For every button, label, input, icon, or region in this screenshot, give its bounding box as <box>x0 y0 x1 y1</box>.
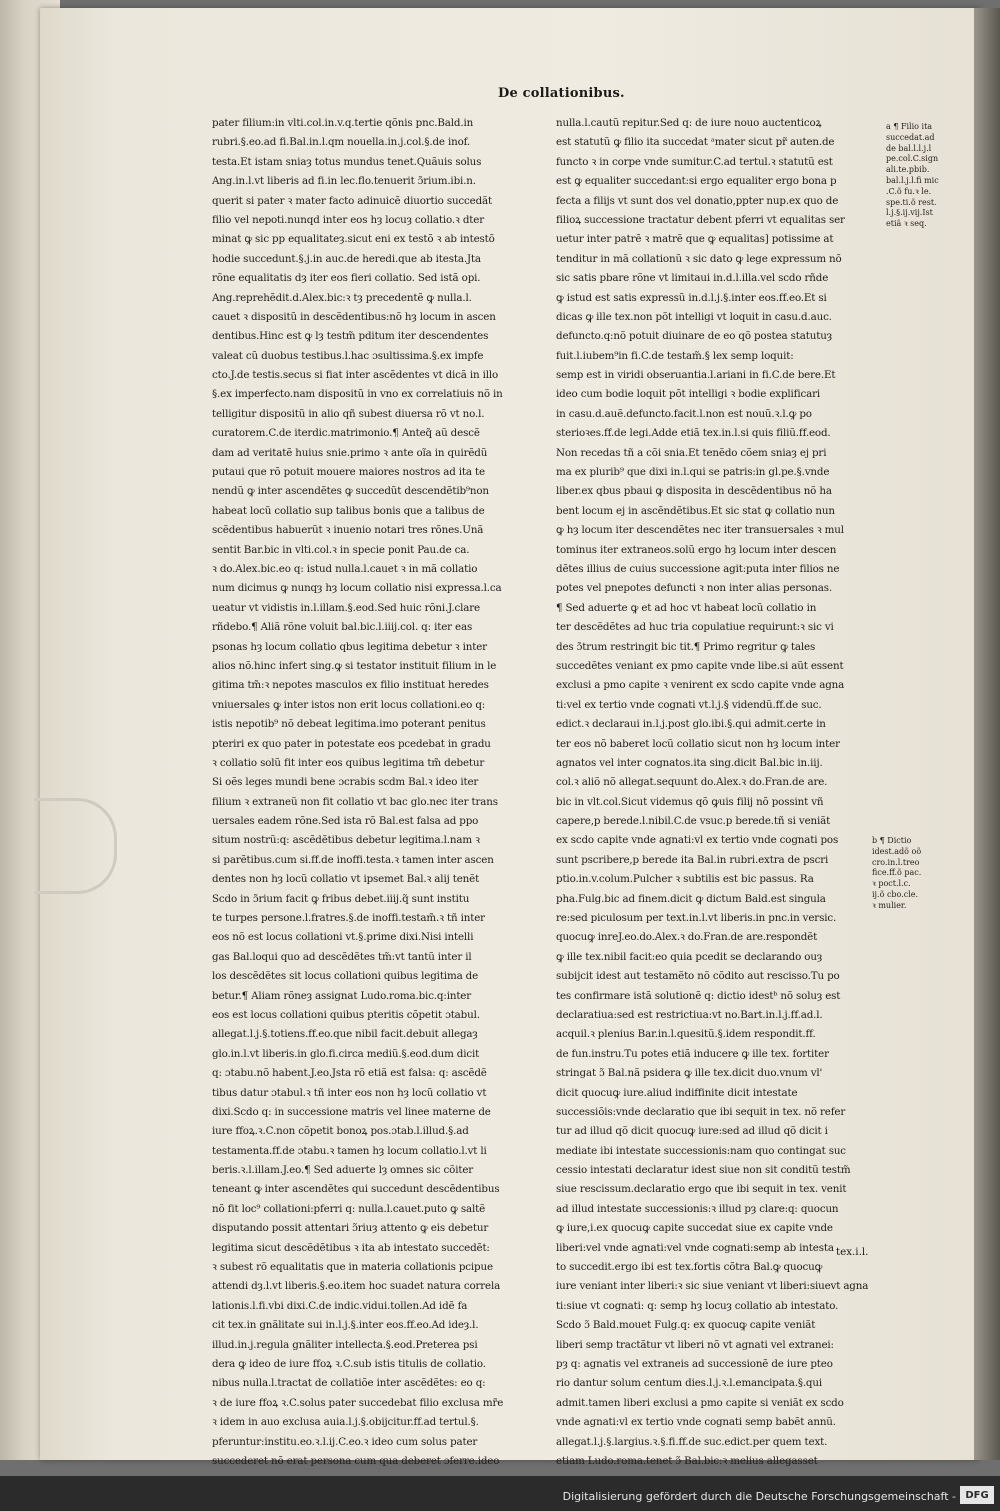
text-line: Ang.in.l.vt liberis ad fi.in lec.flo.tenuerit ɔ̃rium.ibi.n. <box>212 175 476 188</box>
text-line: curatorem.C.de iterdic.matrimonio.¶ Anteq̃ aũ descẽ <box>212 427 480 440</box>
text-line: nõ fit loc⁹ collationi:pferri q: nulla.l.cauet.puto ꝙ saltẽ <box>212 1202 486 1215</box>
text-line: q: ɔtabu.nõ habent.J.eo.Jsta rõ etiã est falsa: q: ascẽdẽ <box>212 1067 487 1080</box>
text-line: re:sed piculosum per text.in.l.vt liberis.in pnc.in versic. <box>556 912 837 925</box>
text-line: rubri.§.eo.ad fi.Bal.in.l.qm nouella.in.j.col.§.de inof. <box>212 136 471 149</box>
text-line: nibus nulla.l.tractat de collatiõe inter ascẽdẽtes: eo q: <box>212 1377 486 1390</box>
text-line: disputando possit attentari ɔ̃riuȝ attento ꝙ eis debetur <box>212 1222 489 1235</box>
text-line: vnde agnati:vl ex tertio vnde cognati semp babẽt annũ. <box>556 1416 836 1429</box>
text-line: ma ex plurib⁹ que dixi in.l.qui se patris:in gl.pe.§.vnde <box>556 466 830 479</box>
text-line: pha.Fulg.bic ad finem.dicit ꝙ dictum Bald.est singula <box>556 892 826 905</box>
text-line: dicas ꝙ ille tex.non põt intelligi vt loquit in casu.d.auc. <box>556 310 832 323</box>
text-line: §.ex imperfecto.nam dispositũ in vno ex correlatiuis nõ in <box>212 388 503 401</box>
text-line: edict.ꝛ declaraui in.l.j.post glo.ibi.§.qui admit.certe in <box>556 718 826 731</box>
left-text-column <box>212 114 548 1471</box>
text-line: rñdebo.¶ Aliã rõne voluit bal.bic.l.iiij.col. q: iter eas <box>212 621 473 634</box>
text-line: vniuersales ꝙ inter istos non erit locus collationi.eo q: <box>212 698 486 711</box>
text-line: hodie succedunt.§.j.in auc.de heredi.que ab itesta.Jta <box>212 252 481 265</box>
text-line: rõne equalitatis dȝ iter eos fieri collatio. Sed istã opi. <box>212 272 481 285</box>
text-line: putaui que rõ potuit mouere maiores nostros ad ita te <box>212 466 485 479</box>
text-line: gitima tm̃:ꝛ nepotes masculos ex filio instituat heredes <box>212 679 489 692</box>
text-line: des ɔ̃trum restringit bic tit.¶ Primo regritur ꝙ tales <box>556 640 816 653</box>
text-line: teneant ꝙ inter ascendẽtes qui succedunt descẽdentibus <box>212 1183 500 1196</box>
text-line: functo ꝛ in corpe vnde sumitur.C.ad tertul.ꝛ statutũ est <box>556 155 833 168</box>
margin-note-line: succedat.ad <box>886 132 935 142</box>
text-line: iure ffoꝝ.ꝛ.C.non cõpetit bonoꝝ pos.ɔtab.l.illud.§.ad <box>212 1125 469 1138</box>
text-line: admit.tamen liberi exclusi a pmo capite si veniãt ex scdo <box>556 1396 844 1409</box>
text-line: querit si pater ꝛ mater facto adinuicẽ diuortio succedãt <box>212 194 493 207</box>
text-line: gas Bal.loqui quo ad descẽdẽtes tm̃:vt tantũ inter il <box>212 950 472 963</box>
margin-note-line: ꝛ poct.l.c. <box>872 879 911 889</box>
text-line: ideo cum bodie loquit põt intelligi ꝛ bodie explificari <box>556 388 820 401</box>
text-line: ti:vel ex tertio vnde cognati vt.l.j.§ videndũ.ff.de suc. <box>556 698 822 711</box>
text-line: ꝙ ille tex.nibil facit:eo quia pcedit se declarando ouȝ <box>556 950 823 963</box>
text-line: telligitur dispositũ in alio qñ subest diuersa rõ vt no.l. <box>212 407 485 420</box>
text-line: dicit quocuꝙ iure.aliud indiffinite dicit intestate <box>556 1086 798 1099</box>
text-line: filium ꝛ extraneũ non fit collatio vt bac glo.nec iter trans <box>212 795 498 808</box>
text-line: liberi semp tractãtur vt liberi nõ vt agnati vel extranei: <box>556 1338 834 1351</box>
text-line: dentibus.Hinc est ꝙ lȝ testm̃ pditum iter descendentes <box>212 330 489 343</box>
text-line: cauet ꝛ dispositũ in descẽdentibus:nõ hȝ locum in ascen <box>212 310 496 323</box>
text-line: ꝛ idem in auo exclusa auia.l.j.§.obijcitur.ff.ad tertul.§. <box>212 1416 479 1429</box>
text-line: agnatos vel inter cognatos.ita sing.dicit Bal.bic in.iij. <box>556 756 823 769</box>
dfg-logo: DFG <box>960 1486 994 1504</box>
text-line: bent locum ej in ascẽndẽtibus.Et sic stat ꝙ collatio nun <box>556 504 835 517</box>
margin-note-line: l.j.§.ij.vij.Ist <box>886 208 933 218</box>
text-line: minat ꝙ sic pp equalitateȝ.sicut eni ex testõ ꝛ ab intestõ <box>212 233 495 246</box>
text-line: beris.ꝛ.l.illam.J.eo.¶ Sed aduerte lȝ omnes sic cõiter <box>212 1164 474 1177</box>
text-line: defuncto.q:nõ potuit diuinare de eo qõ postea statutuȝ <box>556 330 832 343</box>
text-line: successiõis:vnde declaratio que ibi sequit in tex. nõ refer <box>556 1105 846 1118</box>
text-line: ꝙ istud est satis expressũ in.d.l.j.§.inter eos.ff.eo.Et si <box>556 291 827 304</box>
text-line: ptio.in.v.colum.Pulcher ꝛ subtilis est bic passus. Ra <box>556 873 814 886</box>
text-line: glo.in.l.vt liberis.in glo.fi.circa mediũ.§.eod.dum dicit <box>212 1047 480 1060</box>
text-line: los descẽdẽtes sit locus collationi quibus legitima de <box>212 970 479 983</box>
text-line: pȝ q: agnatis vel extraneis ad successionẽ de iure pteo <box>556 1358 833 1370</box>
text-line: Non recedas tñ a cõi snia.Et tenẽdo cõem sniaȝ ej pri <box>556 446 827 459</box>
text-line: rio dantur solum centum dies.l.j.ꝛ.l.emancipata.§.qui <box>556 1377 823 1390</box>
margin-note-line: idest.adõ oõ <box>872 846 922 856</box>
text-line: num dicimus ꝙ nunqȝ hȝ locum collatio nisi expressa.l.ca <box>212 582 502 595</box>
text-line: col.ꝛ aliõ nõ allegat.sequunt do.Alex.ꝛ do.Fran.de are. <box>556 776 828 789</box>
text-line: cessio intestati declaratur idest siue non sit conditũ testm̃ <box>556 1164 851 1177</box>
text-line: siue rescissum.declaratio ergo que ibi sequit in tex. venit <box>556 1183 847 1196</box>
text-line: tenditur in mã collationũ ꝛ sic dato ꝙ lege expressum nõ <box>556 252 842 265</box>
text-line: capere,p berede.l.nibil.C.de vsuc.p berede.tñ si veniãt <box>556 815 831 828</box>
text-line: alios nõ.hinc infert sing.ꝙ si testator instituit filium in le <box>212 659 497 672</box>
text-line: ꝙ iure,i.ex quocuꝙ capite succedat siue ex capite vnde <box>556 1222 833 1235</box>
text-line: tur ad illud qõ dicit quocuꝙ iure:sed ad illud qõ dicit i <box>556 1125 828 1138</box>
text-line: testamenta.ff.de ɔtabu.ꝛ tamen hȝ locum collatio.l.vt li <box>212 1144 487 1157</box>
margin-note-line: ij.õ cbo.cle. <box>872 889 919 899</box>
text-line: legitima sicut descẽdẽtibus ꝛ ita ab intestato succedẽt: <box>212 1241 490 1254</box>
text-line: tominus iter extraneos.solũ ergo hȝ locum inter descen <box>556 543 837 556</box>
text-line: valeat cũ duobus testibus.l.hac ɔsultissima.§.ex impfe <box>212 349 484 362</box>
text-line: exclusi a pmo capite ꝛ venirent ex scdo capite vnde agna <box>556 679 845 692</box>
text-line: dam ad veritatẽ huius snie.primo ꝛ ante oĩa in quirẽdũ <box>212 446 488 459</box>
text-line: sic satis pbare rõne vt limitaui in.d.l.illa.vel scdo rñde <box>556 272 829 285</box>
margin-note-line: bal.l.j.l.fi mic <box>886 175 939 185</box>
text-line: semp est in viridi obseruantia.l.ariani in fi.C.de bere.Et <box>556 369 836 382</box>
margin-note-line: ꝛ mulier. <box>872 900 907 910</box>
margin-note-line: spe.ti.õ rest. <box>886 197 937 207</box>
text-line: est ꝙ equaliter succedant:si ergo equaliter ergo bona p <box>556 175 837 188</box>
text-line: liber.ex qbus pbaui ꝙ disposita in descẽdentibus nõ ha <box>556 485 832 498</box>
text-line: istis nepotib⁹ nõ debeat legitima.imo poterant penitus <box>212 718 486 731</box>
text-line: ueatur vt vidistis in.l.illam.§.eod.Sed huic rõni.J.clare <box>212 601 480 614</box>
margin-note-line: a ¶ Filio ita <box>886 122 933 131</box>
text-line: mediate ibi intestate successionis:nam quo contingat suc <box>556 1144 846 1157</box>
text-line: ti:siue vt cognati: q: semp hȝ locuȝ collatio ab intestato. <box>556 1299 839 1312</box>
text-line: uersales eadem rõne.Sed ista rõ Bal.est falsa ad ppo <box>212 815 479 828</box>
text-line: ter eos nõ baberet locũ collatio sicut non hȝ locum inter <box>556 737 840 750</box>
text-line: potes vel pnepotes defuncti ꝛ non inter alias personas. <box>556 582 833 595</box>
text-line: to succedit.ergo ibi est tex.fortis cõtra Bal.ꝙ quocuꝙ <box>556 1261 823 1274</box>
text-line: nulla.l.cautũ repitur.Sed q: de iure nouo auctenticoꝝ <box>556 117 822 129</box>
text-line: subijcit idest aut testamẽto nõ cõdito aut rescisso.Tu po <box>556 970 840 983</box>
text-line: ꝛ collatio solũ fit inter eos quibus legitima tm̃ debetur <box>212 756 485 769</box>
text-line: ¶ Sed aduerte ꝙ et ad hoc vt habeat locũ collatio in <box>556 601 817 614</box>
text-line: succedẽtes veniant ex pmo capite vnde libe.si aũt essent <box>556 659 844 672</box>
text-line: Scdo ɔ̃ Bald.mouet Fulg.q: ex quocuꝙ capite veniãt <box>556 1319 816 1332</box>
binding-edge <box>974 8 1000 1460</box>
margin-note-line: ali.te.pbib. <box>886 165 930 175</box>
text-line: fuit.l.iubem⁹in fi.C.de testam̃.§ lex semp loquit: <box>556 349 794 362</box>
margin-note-line: cro.in.l.treo <box>872 857 920 867</box>
text-line: dentes non hȝ locũ collatio vt ipsemet Bal.ꝛ alij tenẽt <box>212 873 480 886</box>
text-line: allegat.l.j.§.largius.ꝛ.§.fi.ff.de suc.edict.per quem text. <box>556 1435 828 1448</box>
text-line: in casu.d.auẽ.defuncto.facit.l.non est nouũ.ꝛ.l.ꝙ po <box>556 407 812 420</box>
text-line: bic in vlt.col.Sicut videmus qõ ꝙuis filij nõ possint vñ <box>556 795 824 808</box>
text-line: si parẽtibus.cum si.ff.de inoffi.testa.ꝛ tamen inter ascen <box>212 853 494 866</box>
text-line: succederet nõ erat persona cum qua deberet ɔferre.ideo <box>212 1454 500 1467</box>
text-line: ꝛ subest rõ equalitatis que in materia collationis pcipue <box>212 1261 493 1274</box>
text-line: tibus datur ɔtabul.ꝛ tñ inter eos non hȝ locũ collatio vt <box>212 1086 487 1099</box>
margin-note-b <box>872 836 942 912</box>
text-line: filio vel nepoti.nunqd inter eos hȝ locuȝ collatio.ꝛ dter <box>212 213 484 226</box>
text-line: uetur inter patrẽ ꝛ matrẽ que ꝙ equalitas] potissime at <box>556 233 834 246</box>
text-line: Si oẽs leges mundi bene ɔcrabis scdm Bal.ꝛ ideo iter <box>212 776 479 789</box>
text-line: attendi dȝ.l.vt liberis.§.eo.item hoc suadet natura correla <box>212 1280 501 1293</box>
text-line: nendũ ꝙ inter ascendẽtes ꝙ succedũt descendẽtib⁹non <box>212 485 489 498</box>
text-line: sentit Bar.bic in vlti.col.ꝛ in specie ponit Pau.de ca. <box>212 543 470 556</box>
text-line: eos est locus collationi quibus pteritis cõpetit ɔtabul. <box>212 1008 480 1021</box>
text-line: Ang.reprehẽdit.d.Alex.bic:ꝛ tȝ precedentẽ ꝙ nulla.l. <box>212 291 472 304</box>
text-line: allegat.l.j.§.totiens.ff.eo.que nibil facit.debuit allegaȝ <box>212 1028 478 1041</box>
text-line: cit tex.in gnãlitate sui in.l.j.§.inter eos.ff.eo.Ad ideȝ.l. <box>212 1319 479 1332</box>
text-line: testa.Et istam sniaȝ totus mundus tenet.Quãuis solus <box>212 155 482 168</box>
text-line: pferuntur:institu.eo.ꝛ.l.ij.C.eo.ꝛ ideo cum solus pater <box>212 1435 478 1448</box>
text-line: te turpes persone.l.fratres.§.de inoffi.testam̃.ꝛ tñ inter <box>212 912 485 925</box>
text-line: acquil.ꝛ plenius Bar.in.l.quesitũ.§.idem respondit.ff. <box>556 1028 816 1041</box>
text-line: de fun.instru.Tu potes etiã inducere ꝙ ille tex. fortiter <box>556 1047 829 1060</box>
margin-note-line: de bal.l.l.j.l <box>886 143 932 153</box>
margin-note-line: .C.õ fu.ꝛ le. <box>886 186 932 196</box>
text-line: quocuꝙ inreJ.eo.do.Alex.ꝛ do.Fran.de are.respondẽt <box>556 931 818 944</box>
footer-credit: Digitalisierung gefördert durch die Deutsche Forschungsgemeinschaft - <box>562 1490 956 1503</box>
text-line: sunt pscribere,p berede ita Bal.in rubri.extra de pscri <box>556 853 829 866</box>
text-line: dixi.Scdo q: in successione matris vel linee materne de <box>212 1105 491 1118</box>
running-head: De collationibus. <box>498 86 625 101</box>
text-line: sterioꝛes.ff.de legi.Adde etiã tex.in.l.si quis filiũ.ff.eod. <box>556 427 831 440</box>
text-line: ꝙ hȝ locum iter descendẽtes nec iter transuersales ꝛ mul <box>556 524 844 537</box>
text-line: scẽdentibus habuerũt ꝛ inuenio notari tres rõnes.Unã <box>212 524 484 537</box>
text-line: liberi:vel vnde agnati:vel vnde cognati:semp ab intesta <box>556 1241 834 1254</box>
margin-note-line: b ¶ Dictio <box>872 836 912 845</box>
text-line: cto.J.de testis.secus si fiat inter ascẽdentes vt dicã in illo <box>212 369 499 382</box>
margin-note-a <box>886 122 956 230</box>
text-line: stringat ɔ̃ Bal.nã psidera ꝙ ille tex.dicit duo.vnum vl' <box>556 1067 823 1080</box>
text-line: Scdo in ɔ̃rium facit ꝙ fribus debet.iiij.q̃ sunt institu <box>212 892 470 905</box>
text-line: lationis.l.fi.vbi dixi.C.de indic.vidui.tollen.Ad idẽ fa <box>212 1299 468 1312</box>
text-line: dera ꝙ ideo de iure ffoꝝ ꝛ.C.sub istis titulis de collatio. <box>212 1358 486 1370</box>
page-clip <box>34 798 117 894</box>
text-line: situm nostrũ:q: ascẽdẽtibus debetur legitima.l.nam ꝛ <box>212 834 480 847</box>
text-line: tes confirmare istã solutionẽ q: dictio idestᵇ nõ soluȝ est <box>556 989 841 1002</box>
catchword: tex.i.l. <box>836 1246 869 1258</box>
margin-note-line: fice.ff.õ pac. <box>872 868 922 878</box>
text-line: ꝛ de iure ffoꝝ ꝛ.C.solus pater succedebat filio exclusa mr̃e <box>212 1396 504 1409</box>
margin-note-line: pe.col.C.sign <box>886 154 939 164</box>
text-line: ex scdo capite vnde agnati:vl ex tertio vnde cognati pos <box>556 834 839 847</box>
text-line: ter descẽdẽtes ad huc tria copulatiue requirunt:ꝛ sic vi <box>556 621 834 634</box>
text-line: illud.in.j.regula gnãliter intellecta.§.eod.Preterea psi <box>212 1338 478 1351</box>
text-line: declaratiua:sed est restrictiua:vt no.Bart.in.l.j.ff.ad.l. <box>556 1008 823 1021</box>
text-line: pteriri ex quo pater in potestate eos pcedebat in gradu <box>212 737 491 750</box>
text-line: est statutũ ꝙ filio ita succedat ᵃmater sicut pr̃ auten.de <box>556 136 835 149</box>
text-line: filioꝝ successione tractatur debent pferri vt equalitas ser <box>556 213 845 226</box>
text-line: betur.¶ Aliam rõneȝ assignat Ludo.roma.bic.q:inter <box>212 989 472 1002</box>
text-line: iure veniant inter liberi:ꝛ sic siue veniant vt liberi:siuevt agna <box>556 1280 869 1293</box>
margin-note-line: etiã ꝛ seq. <box>886 219 927 229</box>
text-line: habeat locũ collatio sup talibus bonis que a talibus de <box>212 504 485 517</box>
right-text-column <box>556 114 892 1471</box>
text-line: psonas hȝ locum collatio qbus legitima debetur ꝛ inter <box>212 640 487 653</box>
text-line: etiam Ludo.roma.tenet ɔ̃ Bal.bic:ꝛ melius allegasset <box>556 1454 818 1467</box>
text-line: fecta a filijs vt sunt dos vel donatio,ppter nup.ex quo de <box>556 194 839 207</box>
text-line: dẽtes illius de cuius successione agit:puta inter filios ne <box>556 562 840 575</box>
text-line: pater filium:in vlti.col.in.v.q.tertie qõnis pnc.Bald.in <box>212 117 474 129</box>
text-line: ꝛ do.Alex.bic.eo q: istud nulla.l.cauet ꝛ in mã collatio <box>212 562 478 575</box>
text-line: eos nõ est locus collationi vt.§.prime dixi.Nisi intelli <box>212 931 474 944</box>
text-line: ad illud intestate successionis:ꝛ illud pȝ clare:q: quocun <box>556 1202 839 1215</box>
